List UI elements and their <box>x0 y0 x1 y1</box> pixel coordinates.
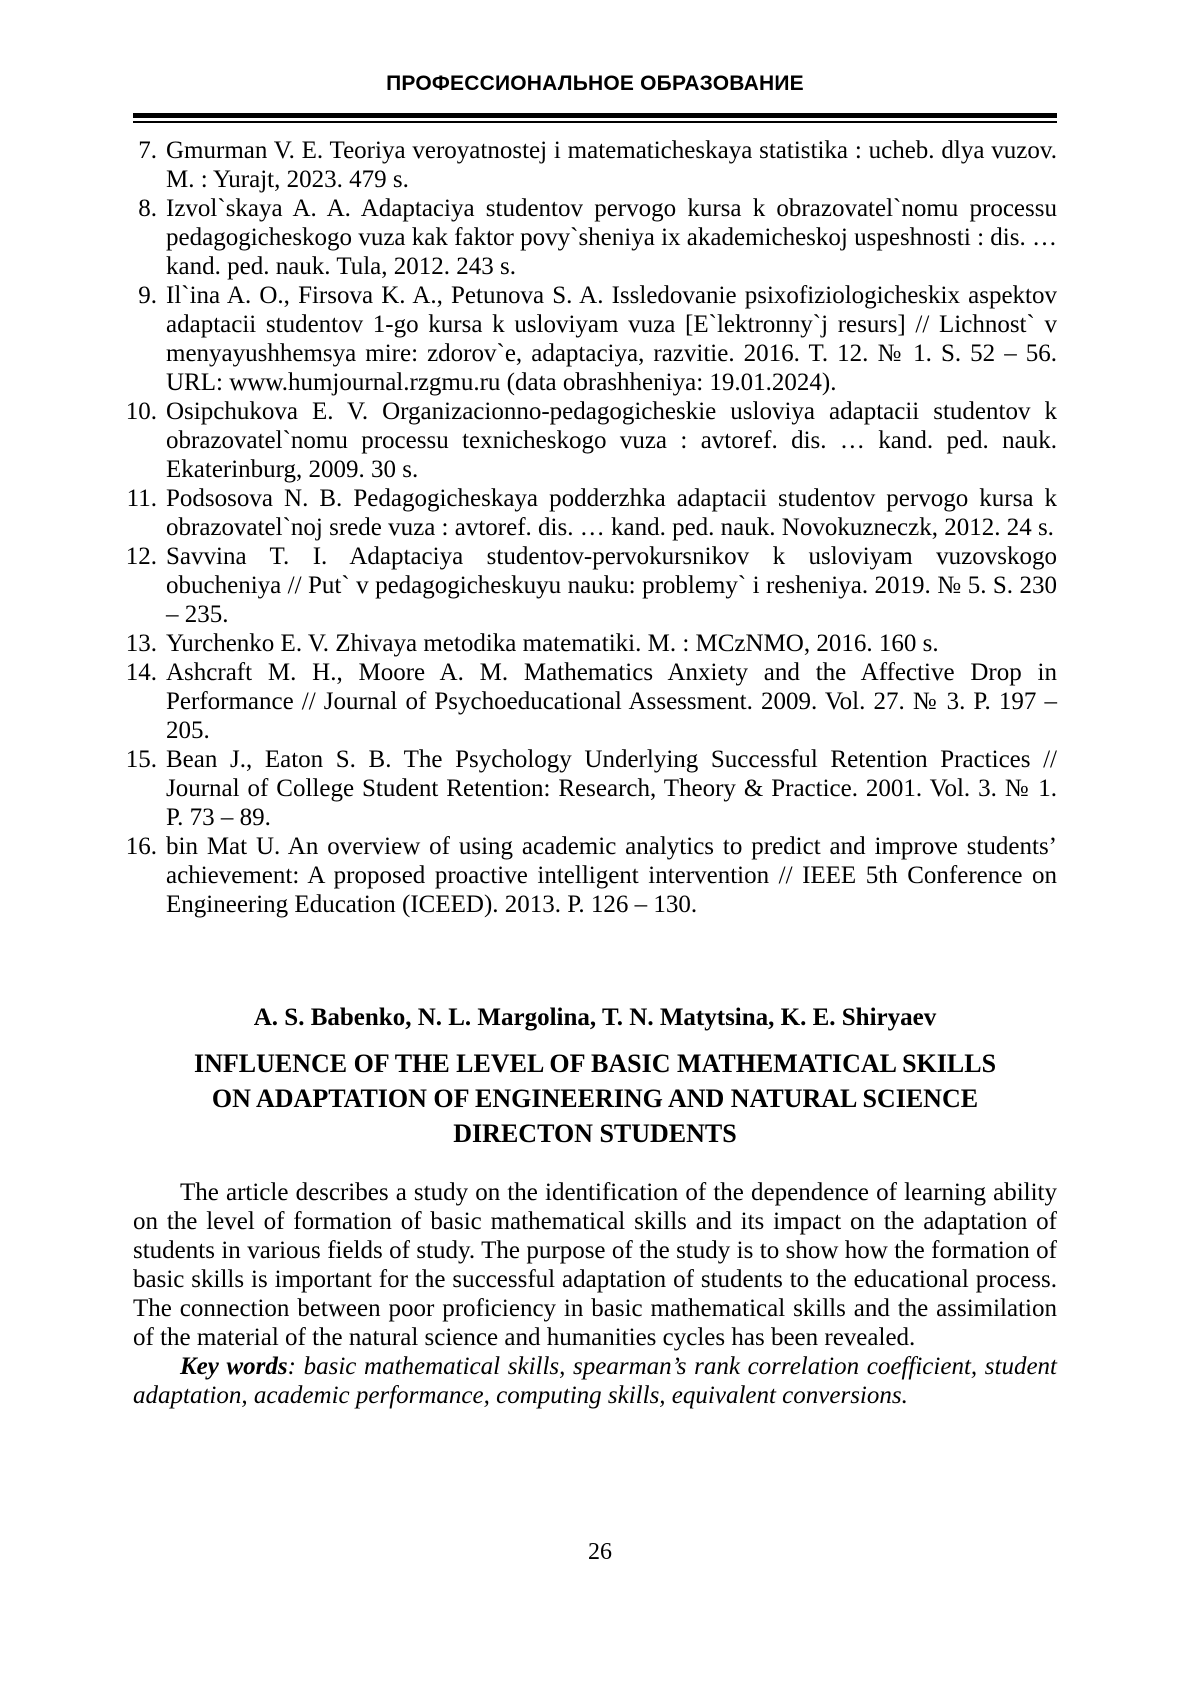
reference-text: Bean J., Eaton S. B. The Psychology Underlying Successful Retention Practices // Journal of College Student Retention: Research, Theory & Practice. 2001. Vol. 3. № 1. P. 73 – 89. <box>166 746 1057 831</box>
reference-item <box>125 542 1057 629</box>
reference-item <box>125 397 1057 484</box>
reference-number: 8. <box>138 195 157 222</box>
reference-number: 16. <box>125 833 157 860</box>
reference-text: Il`ina A. O., Firsova K. A., Petunova S. A. Issledovanie psixofiziologicheskix aspektov adaptacii studentov 1-go kursa k usloviyam vuza [E`lektronny`j resurs] // Lichnost` v menyayushhemsya mire: zdorov`e, adaptaciya, razvitie. 2016. T. 12. № 1. S. 52 – 56. URL: www.humjournal.rzgmu.ru (data obrashheniya: 19.01.2024). <box>166 282 1057 396</box>
abstract-section <box>133 1178 1057 1410</box>
keywords-label: Key words <box>180 1353 288 1380</box>
reference-item <box>125 745 1057 832</box>
reference-item <box>126 484 1057 542</box>
article-title <box>133 1046 1057 1151</box>
title-line: INFLUENCE OF THE LEVEL OF BASIC MATHEMATICAL SKILLS <box>193 1049 997 1078</box>
abstract-paragraph: The article describes a study on the identification of the dependence of learning ability on the level of formation of basic mathematical skills and its impact on the adaptation of students in various fields of study. The purpose of the study is to show how the formation of basic skills is important for the successful adaptation of students to the educational process. The connection between poor proficiency in basic mathematical skills and the assimilation of the material of the natural science and humanities cycles has been revealed. <box>133 1179 1057 1351</box>
reference-item <box>133 136 1057 194</box>
authors-line: A. S. Babenko, N. L. Margolina, T. N. Matytsina, K. E. Shiryaev <box>253 1004 937 1031</box>
reference-number: 12. <box>125 543 157 570</box>
reference-text: bin Mat U. An overview of using academic analytics to predict and improve students’ achievement: A proposed proactive intelligent intervention // IEEE 5th Conference on Engineering Education (ICEED). 2013. P. 126 – 130. <box>166 833 1057 918</box>
reference-text: Izvol`skaya A. A. Adaptaciya studentov pervogo kursa k obrazovatel`nomu processu pedagogicheskogo vuza kak faktor povy`sheniya ix akademicheskoj uspeshnosti : dis. … kand. ped. nauk. Tula, 2012. 243 s. <box>166 195 1057 280</box>
page-content <box>125 0 1057 1410</box>
header-divider-rule <box>133 113 1057 128</box>
keywords-text: : basic mathematical skills, spearman’s rank correlation coefficient, student adaptation, academic performance, computing skills, equivalent conversions. <box>133 1353 1057 1409</box>
reference-text: Podsosova N. B. Pedagogicheskaya podderzhka adaptacii studentov pervogo kursa k obrazovatel`noj srede vuza : avtoref. dis. … kand. ped. nauk. Novokuzneczk, 2012. 24 s. <box>166 485 1057 541</box>
reference-text: Yurchenko E. V. Zhivaya metodika matematiki. M. : MCzNMO, 2016. 160 s. <box>166 630 939 657</box>
reference-text: Gmurman V. E. Teoriya veroyatnostej i matematicheskaya statistika : ucheb. dlya vuzov. M. : Yurajt, 2023. 479 s. <box>166 137 1057 193</box>
reference-number: 10. <box>125 398 157 425</box>
title-line: ON ADAPTATION OF ENGINEERING AND NATURAL SCIENCE <box>211 1084 979 1113</box>
reference-item <box>125 658 1057 745</box>
reference-number: 11. <box>126 485 157 512</box>
reference-item <box>133 194 1057 281</box>
keywords-paragraph <box>133 1352 1057 1410</box>
reference-text: Osipchukova E. V. Organizacionno-pedagogicheskie usloviya adaptacii studentov k obrazovatel`nomu processu texnicheskogo vuza : avtoref. dis. … kand. ped. nauk. Ekaterinburg, 2009. 30 s. <box>166 398 1057 483</box>
reference-item <box>133 281 1057 397</box>
reference-number: 14. <box>125 659 157 686</box>
reference-number: 15. <box>125 746 157 773</box>
references-list <box>125 136 1057 919</box>
reference-item <box>125 832 1057 919</box>
reference-text: Ashcraft M. H., Moore A. M. Mathematics Anxiety and the Affective Drop in Performance // Journal of Psychoeducational Assessment. 2009. Vol. 27. № 3. P. 197 – 205. <box>166 659 1057 744</box>
reference-number: 9. <box>138 282 157 309</box>
reference-text: Savvina T. I. Adaptaciya studentov-pervokursnikov k usloviyam vuzovskogo obucheniya // Put` v pedagogicheskuyu nauku: problemy` i resheniya. 2019. № 5. S. 230 – 235. <box>166 543 1057 628</box>
title-line: DIRECTON STUDENTS <box>453 1119 737 1148</box>
reference-number: 7. <box>138 137 157 164</box>
reference-item <box>125 629 1057 658</box>
journal-section-header: ПРОФЕССИОНАЛЬНОЕ ОБРАЗОВАНИЕ <box>386 72 804 95</box>
reference-number: 13. <box>125 630 157 657</box>
page-number: 26 <box>588 1539 612 1565</box>
